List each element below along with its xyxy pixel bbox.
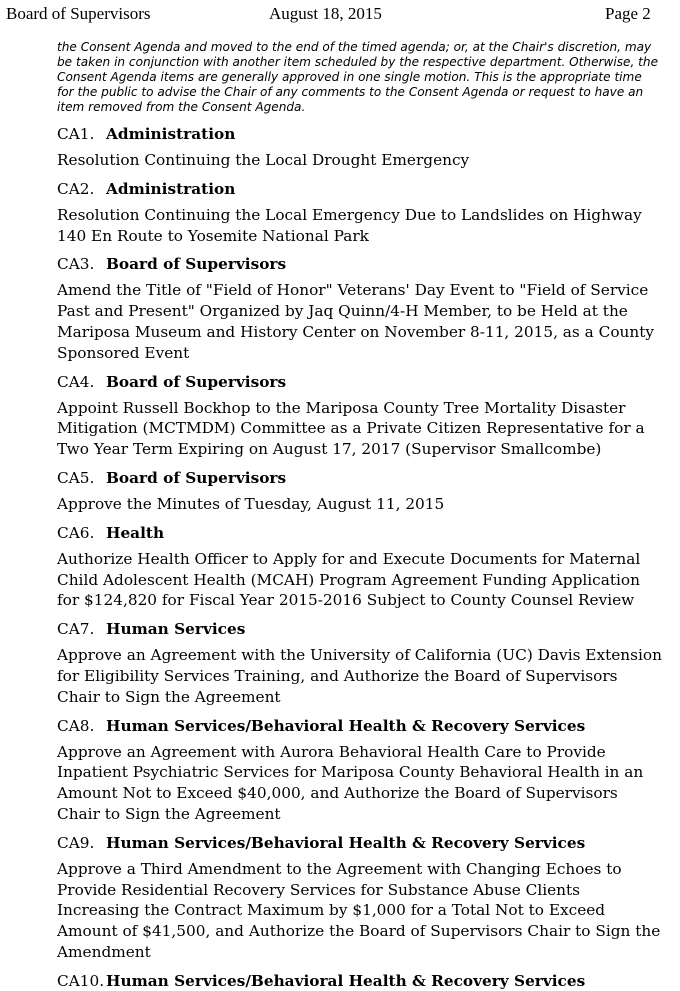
item-department: Human Services/Behavioral Health & Recovery Services	[106, 971, 586, 990]
item-heading	[57, 468, 665, 488]
item-number: CA3.	[57, 255, 95, 274]
item-number: CA8.	[57, 716, 95, 735]
agenda-item	[57, 124, 665, 171]
item-department: Board of Supervisors	[106, 255, 287, 274]
item-number: CA2.	[57, 179, 95, 198]
item-department: Board of Supervisors	[106, 372, 287, 391]
consent-agenda-list	[57, 124, 665, 991]
page-header	[0, 4, 680, 26]
agenda-item	[57, 971, 665, 991]
item-description: Resolution Continuing the Local Drought Emergency	[57, 151, 470, 169]
item-department: Human Services/Behavioral Health & Recovery Services	[106, 716, 586, 735]
agenda-item	[57, 716, 665, 825]
item-heading	[57, 833, 665, 853]
item-description: Appoint Russell Bockhop to the Mariposa County Tree Mortality Disaster Mitigation (MCTMDM) Committee as a Private Citizen Representative for a Two Year Term Expiring on August 17, 2017 (Supervisor Smallcombe)	[57, 398, 645, 459]
meeting-date: August 18, 2015	[269, 4, 382, 23]
item-number: CA10.	[57, 971, 105, 990]
item-heading	[57, 523, 665, 543]
item-department: Administration	[106, 125, 236, 143]
item-heading	[57, 372, 665, 392]
item-number: CA1.	[57, 125, 95, 143]
agenda-item	[57, 619, 665, 707]
consent-agenda-intro: the Consent Agenda and moved to the end of the timed agenda; or, at the Chair's discretion, may be taken in conjunction with another item scheduled by the respective department. Otherwise, the Consent Agenda items are generally approved in one single motion. This is the appropriate time for the public to advise the Chair of any comments to the Consent Agenda or request to have an item removed from the Consent Agenda.	[57, 40, 659, 114]
item-description: Resolution Continuing the Local Emergency Due to Landslides on Highway 140 En Route to Yosemite National Park	[57, 205, 642, 245]
item-department: Administration	[106, 179, 236, 198]
item-description: Approve an Agreement with Aurora Behavioral Health Care to Provide Inpatient Psychiatric Services for Mariposa County Behavioral Health in an Amount Not to Exceed $40,000, and Authorize the Board of Supervisors Chair to Sign the Agreement	[57, 742, 644, 823]
item-heading	[57, 124, 665, 144]
item-number: CA6.	[57, 523, 95, 542]
item-description: Approve an Agreement with the University of California (UC) Davis Extension for Eligibility Services Training, and Authorize the Board of Supervisors Chair to Sign the Agreement	[57, 646, 662, 706]
item-department: Health	[106, 523, 165, 542]
item-department: Board of Supervisors	[106, 468, 287, 487]
item-heading	[57, 971, 665, 991]
item-number: CA7.	[57, 620, 95, 639]
agenda-item	[57, 523, 665, 611]
agenda-item	[57, 372, 665, 460]
item-description: Approve a Third Amendment to the Agreement with Changing Echoes to Provide Residential Recovery Services for Substance Abuse Clients Increasing the Contract Maximum by $1,000 for a Total Not to Exceed Amount of $41,500, and Authorize the Board of Supervisors Chair to Sign the Amendment	[57, 859, 661, 961]
item-number: CA5.	[57, 468, 95, 487]
item-description: Amend the Title of "Field of Honor" Veterans' Day Event to "Field of Service Past and Present" Organized by Jaq Quinn/4-H Member, to be Held at the Mariposa Museum and History Center on November 8-11, 2015, as a County Sponsored Event	[57, 281, 655, 362]
agenda-item	[57, 833, 665, 963]
document-title: Board of Supervisors	[6, 4, 151, 23]
item-heading	[57, 619, 665, 639]
item-description: Authorize Health Officer to Apply for and Execute Documents for Maternal Child Adolescent Health (MCAH) Program Agreement Funding Application for $124,820 for Fiscal Year 2015-2016 Subject to County Counsel Review	[57, 549, 641, 610]
item-number: CA4.	[57, 372, 95, 391]
item-description: Approve the Minutes of Tuesday, August 11, 2015	[57, 494, 445, 513]
agenda-item	[57, 179, 665, 247]
item-heading	[57, 179, 665, 199]
item-number: CA9.	[57, 833, 95, 852]
item-department: Human Services	[106, 620, 246, 639]
agenda-item	[57, 468, 665, 515]
agenda-item	[57, 254, 665, 363]
item-heading	[57, 254, 665, 274]
page-number: Page 2	[605, 4, 651, 23]
item-heading	[57, 716, 665, 736]
item-department: Human Services/Behavioral Health & Recovery Services	[106, 833, 586, 852]
